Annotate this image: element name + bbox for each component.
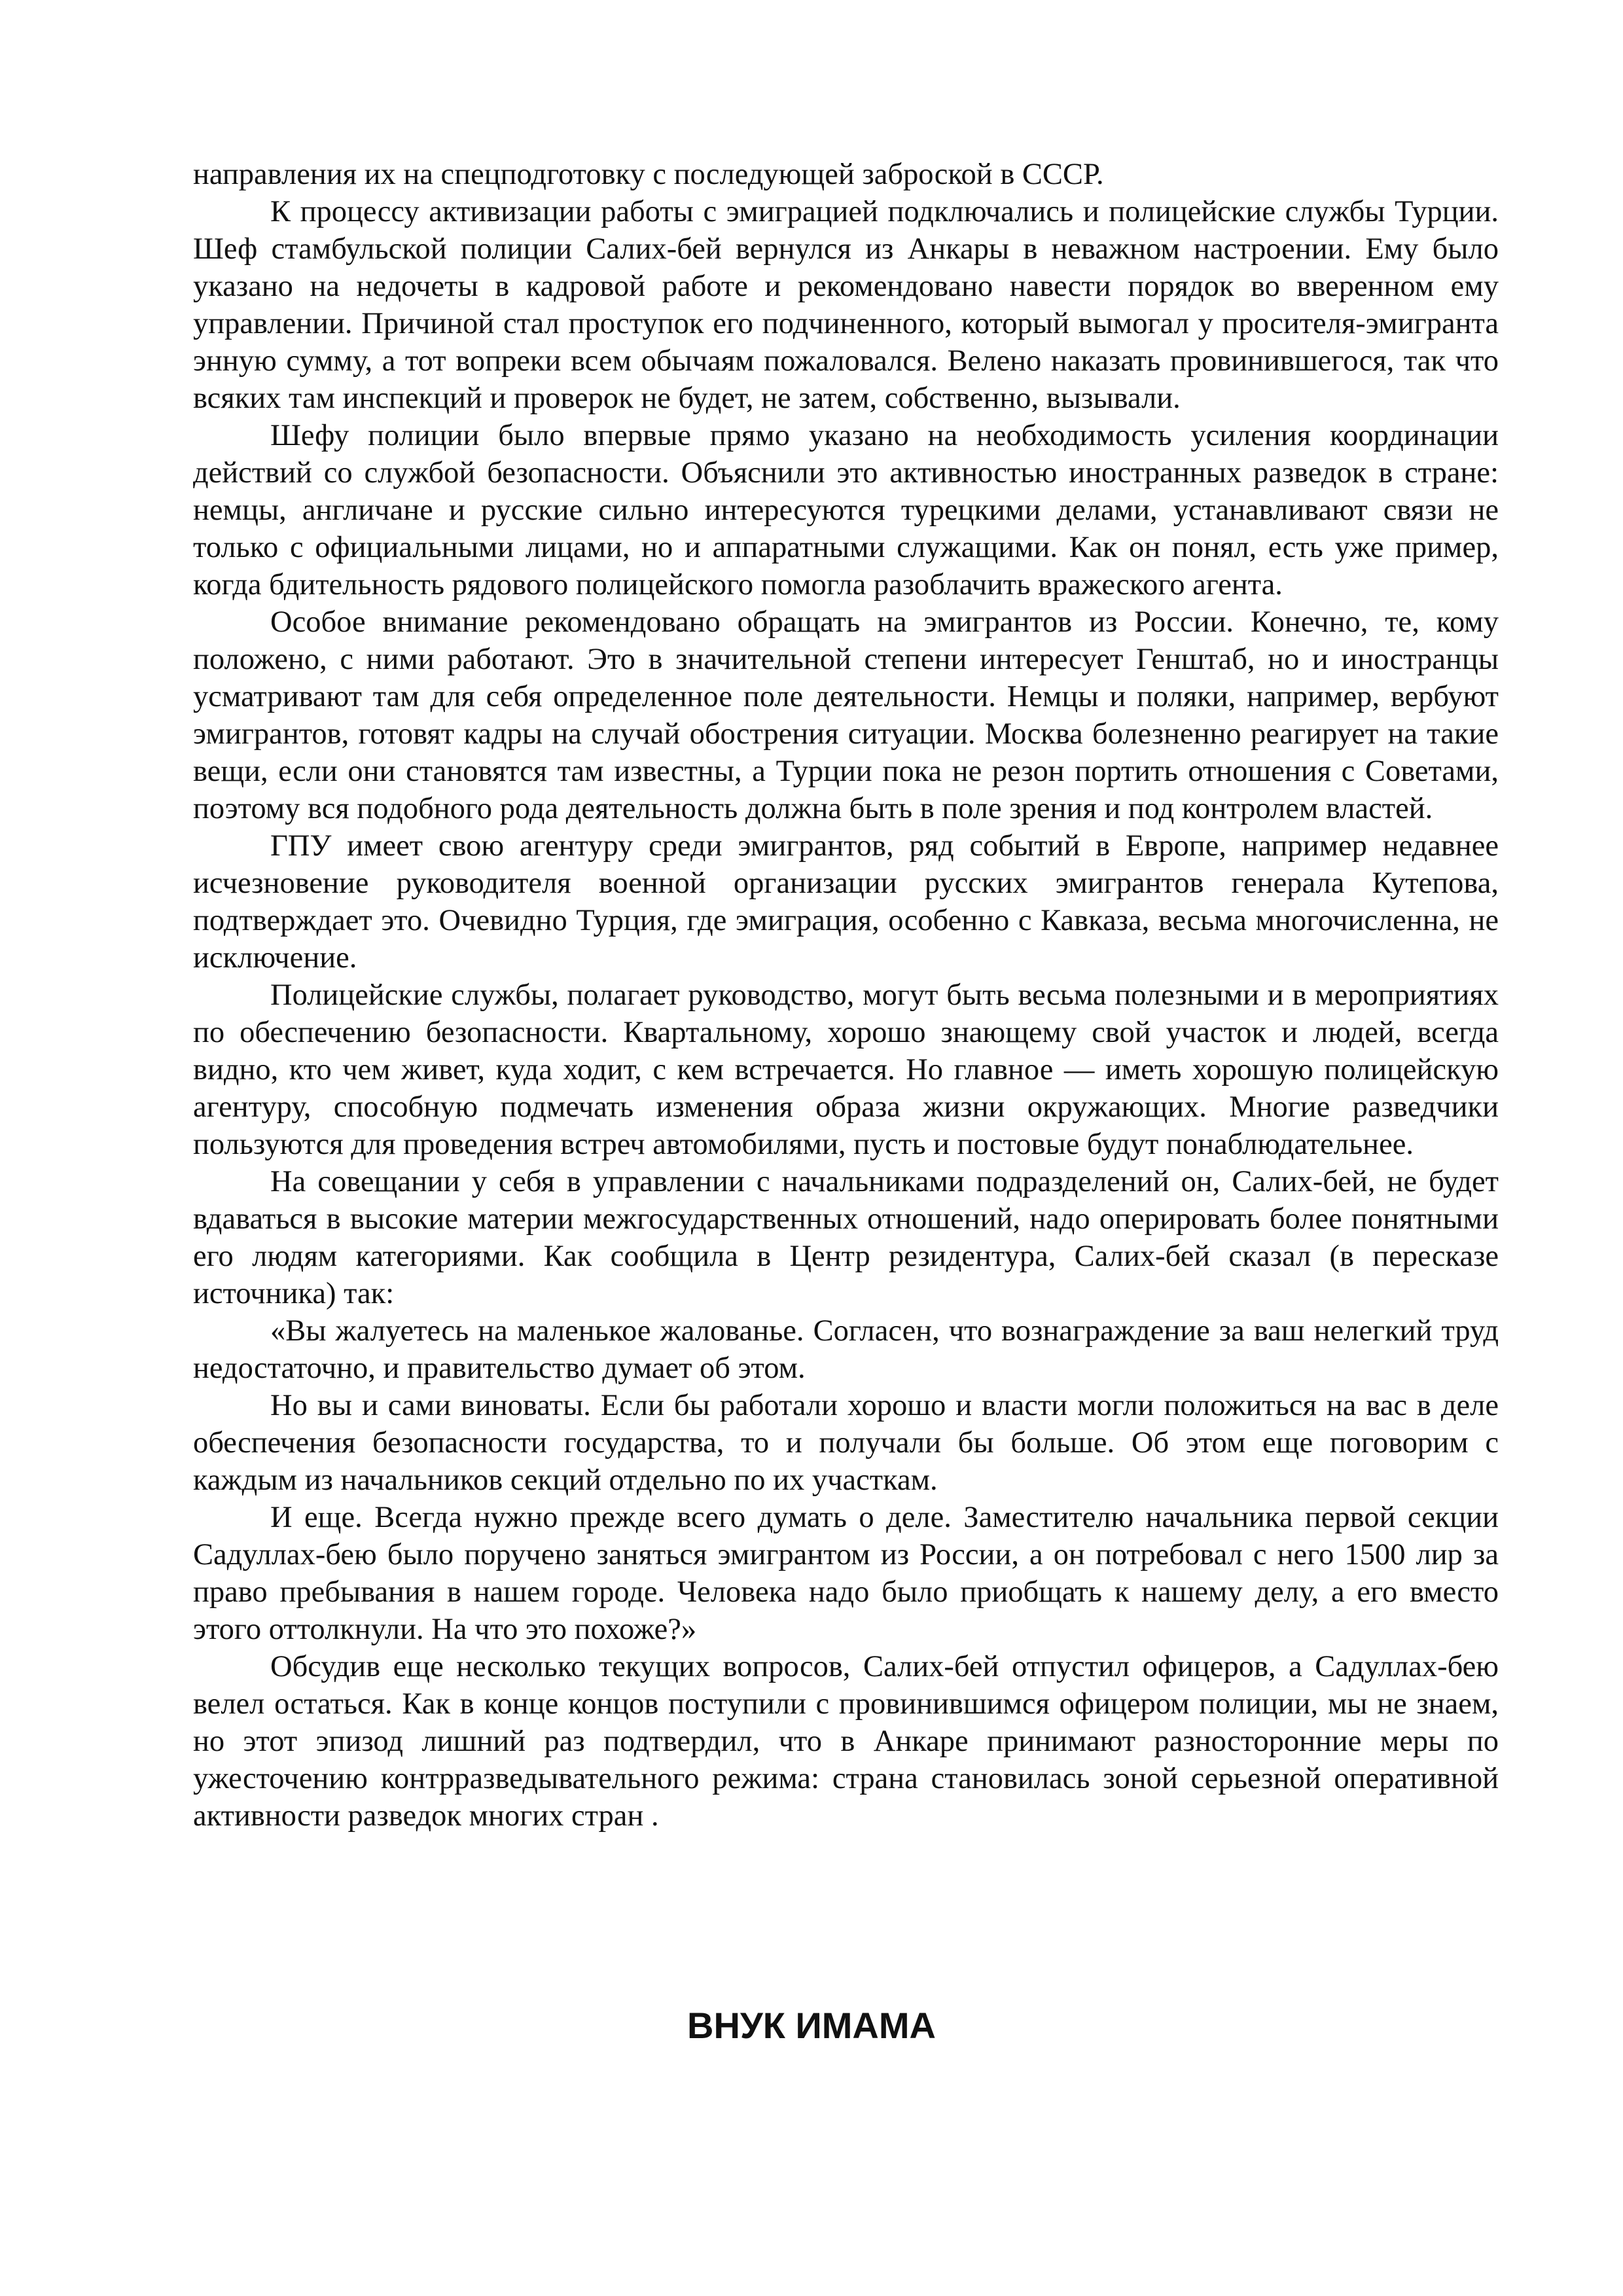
paragraph: На совещании у себя в управлении с начальниками подразделений он, Салих-бей, не будет вдаваться в высокие материи межгосударственных отношений, надо оперировать более понятными его людям категориями. Как сообщила в Центр резидентура, Салих-бей сказал (в пересказе источника) так: xyxy=(193,1165,1499,1310)
quote-paragraph: «Вы жалуетесь на маленькое жалованье. Согласен, что вознаграждение за ваш нелегкий труд недостаточно, и правительство думает об этом. xyxy=(193,1314,1499,1385)
paragraph: Особое внимание рекомендовано обращать на эмигрантов из России. Конечно, те, кому положено, с ними работают. Это в значительной степени интересует Генштаб, но и иностранцы усматривают там для себя определенное поле деятельности. Немцы и поляки, например, вербуют эмигрантов, готовят кадры на случай обострения ситуации. Москва болезненно реагирует на такие вещи, если они становятся там известны, а Турции пока не резон портить отношения с Советами, поэтому вся подобного рода деятельность должна быть в поле зрения и под контролем властей. xyxy=(193,605,1499,825)
body-text xyxy=(193,156,1499,1835)
paragraph: Шефу полиции было впервые прямо указано на необходимость усиления координации действий со службой безопасности. Объяснили это активностью иностранных разведок в стране: немцы, англичане и русские сильно интересуются турецкими делами, устанавливают связи не только с официальными лицами, но и аппаратными служащими. Как он понял, есть уже пример, когда бдительность рядового полицейского помогла разоблачить вражеского агента. xyxy=(193,419,1499,601)
paragraph: ГПУ имеет свою агентуру среди эмигрантов, ряд событий в Европе, например недавнее исчезновение руководителя военной организации русских эмигрантов генерала Кутепова, подтверждает это. Очевидно Турция, где эмиграция, особенно с Кавказа, весьма многочисленна, не исключение. xyxy=(193,829,1499,975)
paragraph: Обсудив еще несколько текущих вопросов, Салих-бей отпустил офицеров, а Садуллах-бею велел остаться. Как в конце концов поступили с провинившимся офицером полиции, мы не знаем, но этот эпизод лишний раз подтвердил, что в Анкаре принимают разносторонние меры по ужесточению контрразведывательного режима: страна становилась зоной серьезной оперативной активности разведок многих стран . xyxy=(193,1650,1499,1833)
paragraph-continuation: направления их на спецподготовку с последующей заброской в СССР. xyxy=(193,158,1104,191)
quote-paragraph: И еще. Всегда нужно прежде всего думать о деле. Заместителю начальника первой секции Садуллах-бею было поручено заняться эмигрантом из России, а он потребовал с него 1500 лир за право пребывания в нашем городе. Человека надо было приобщать к нашему делу, а его вместо этого оттолкнули. На что это похоже?» xyxy=(193,1501,1499,1646)
paragraph: Полицейские службы, полагает руководство, могут быть весьма полезными и в мероприятиях по обеспечению безопасности. Квартальному, хорошо знающему свой участок и людей, всегда видно, кто чем живет, куда ходит, с кем встречается. Но главное — иметь хорошую полицейскую агентуру, способную подмечать изменения образа жизни окружающих. Многие разведчики пользуются для проведения встреч автомобилями, пусть и постовые будут понаблюдательнее. xyxy=(193,978,1499,1161)
chapter-title: ВНУК ИМАМА xyxy=(687,2005,936,2046)
quote-paragraph: Но вы и сами виноваты. Если бы работали хорошо и власти могли положиться на вас в деле обеспечения безопасности государства, то и получали бы больше. Об этом еще поговорим с каждым из начальников секций отдельно по их участкам. xyxy=(193,1389,1499,1497)
paragraph: К процессу активизации работы с эмиграцией подключались и полицейские службы Турции. Шеф стамбульской полиции Салих-бей вернулся из Анкары в неважном настроении. Ему было указано на недочеты в кадровой работе и рекомендовано навести порядок во вверенном ему управлении. Причиной стал проступок его подчиненного, который вымогал у просителя-эмигранта энную сумму, а тот вопреки всем обычаям пожаловался. Велено наказать провинившегося, так что всяких там инспекций и проверок не будет, не затем, собственно, вызывали. xyxy=(193,195,1499,415)
